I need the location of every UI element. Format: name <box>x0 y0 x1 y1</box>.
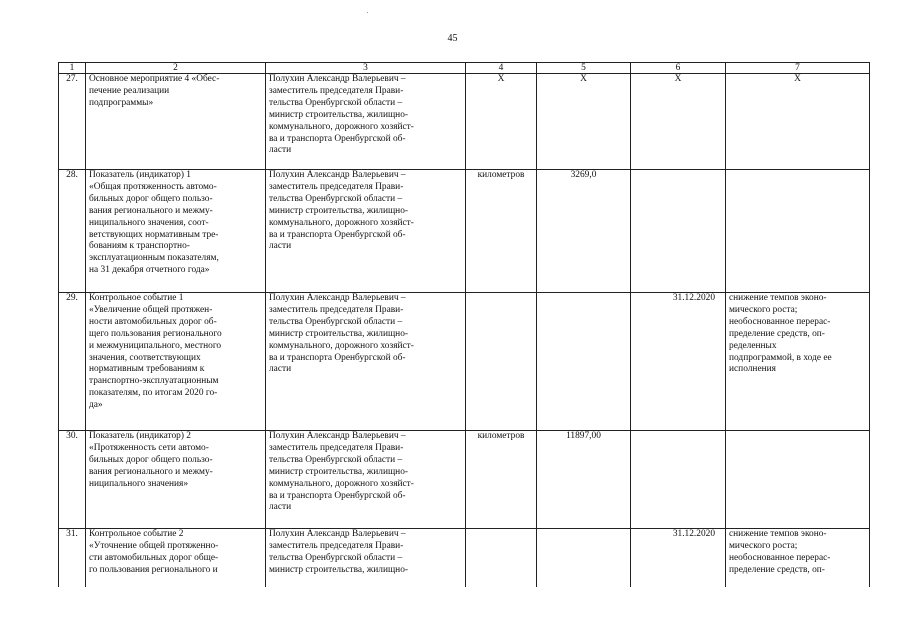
col-header-7: 7 <box>726 63 870 74</box>
row-value: Х <box>537 74 631 170</box>
row-unit: километров <box>466 431 537 529</box>
row-name: Показатель (индикатор) 1 «Общая протяженность автомо- бильных дорог общего пользо- вания регионального и межму- ниципального значения, соот- ветствующих нормативным тре- бованиям к транспортно- эксплуатационным показателям, на 31 декабря отчетного года» <box>86 170 266 293</box>
col-header-5: 5 <box>537 63 631 74</box>
table-row <box>59 170 870 293</box>
row-date: Х <box>631 74 726 170</box>
row-risks <box>726 431 870 529</box>
col-header-6: 6 <box>631 63 726 74</box>
row-number: 31. <box>59 529 86 587</box>
row-value <box>537 529 631 587</box>
row-name: Контрольное событие 1 «Увеличение общей протяжен- ности автомобильных дорог об- щего пользования регионального и межмуниципального, местного значения, соответствующих нормативным требованиям к транспортно-эксплуатационным показателям, по итогам 2020 го- да» <box>86 293 266 431</box>
row-value <box>537 293 631 431</box>
row-unit: Х <box>466 74 537 170</box>
row-name: Показатель (индикатор) 2 «Протяженность сети автомо- бильных дорог общего пользо- вания регионального и межму- ниципального значения» <box>86 431 266 529</box>
table-row <box>59 431 870 529</box>
row-value: 3269,0 <box>537 170 631 293</box>
row-risks <box>726 170 870 293</box>
row-name: Основное мероприятие 4 «Обес- печение реализации подпрограммы» <box>86 74 266 170</box>
row-date: 31.12.2020 <box>631 529 726 587</box>
row-value: 11897,00 <box>537 431 631 529</box>
col-header-2: 2 <box>86 63 266 74</box>
row-risks: снижение темпов эконо- мического роста; необоснованное перерас- пределение средств, оп- <box>726 529 870 587</box>
row-number: 28. <box>59 170 86 293</box>
row-unit: километров <box>466 170 537 293</box>
row-responsible: Полухин Александр Валерьевич – заместитель председателя Прави- тельства Оренбургской области – министр строительства, жилищно- коммунального, дорожного хозяйст- ва и транспорта Оренбургской об- ласти <box>266 293 466 431</box>
row-responsible: Полухин Александр Валерьевич – заместитель председателя Прави- тельства Оренбургской области – министр строительства, жилищно- коммунального, дорожного хозяйст- ва и транспорта Оренбургской об- ласти <box>266 74 466 170</box>
events-table <box>58 62 870 587</box>
col-header-3: 3 <box>266 63 466 74</box>
row-date <box>631 170 726 293</box>
row-name: Контрольное событие 2 «Уточнение общей протяженно- сти автомобильных дорог обще- го пользования регионального и <box>86 529 266 587</box>
row-number: 30. <box>59 431 86 529</box>
row-risks: Х <box>726 74 870 170</box>
page-number: 45 <box>447 33 458 44</box>
table-row <box>59 529 870 587</box>
row-responsible: Полухин Александр Валерьевич – заместитель председателя Прави- тельства Оренбургской области – министр строительства, жилищно- <box>266 529 466 587</box>
row-date <box>631 431 726 529</box>
row-responsible: Полухин Александр Валерьевич – заместитель председателя Прави- тельства Оренбургской области – министр строительства, жилищно- коммунального, дорожного хозяйст- ва и транспорта Оренбургской об- ласти <box>266 170 466 293</box>
col-header-1: 1 <box>59 63 86 74</box>
row-responsible: Полухин Александр Валерьевич – заместитель председателя Прави- тельства Оренбургской области – министр строительства, жилищно- коммунального, дорожного хозяйст- ва и транспорта Оренбургской об- ласти <box>266 431 466 529</box>
row-number: 29. <box>59 293 86 431</box>
row-date: 31.12.2020 <box>631 293 726 431</box>
row-risks: снижение темпов эконо- мического роста; необоснованное перерас- пределение средств, оп- ределенных подпрограммой, в ходе ее исполнения <box>726 293 870 431</box>
row-unit <box>466 293 537 431</box>
scan-speck <box>367 12 368 13</box>
row-number: 27. <box>59 74 86 170</box>
table-row <box>59 74 870 170</box>
table-row <box>59 293 870 431</box>
row-unit <box>466 529 537 587</box>
col-header-4: 4 <box>466 63 537 74</box>
header-row <box>59 63 870 74</box>
